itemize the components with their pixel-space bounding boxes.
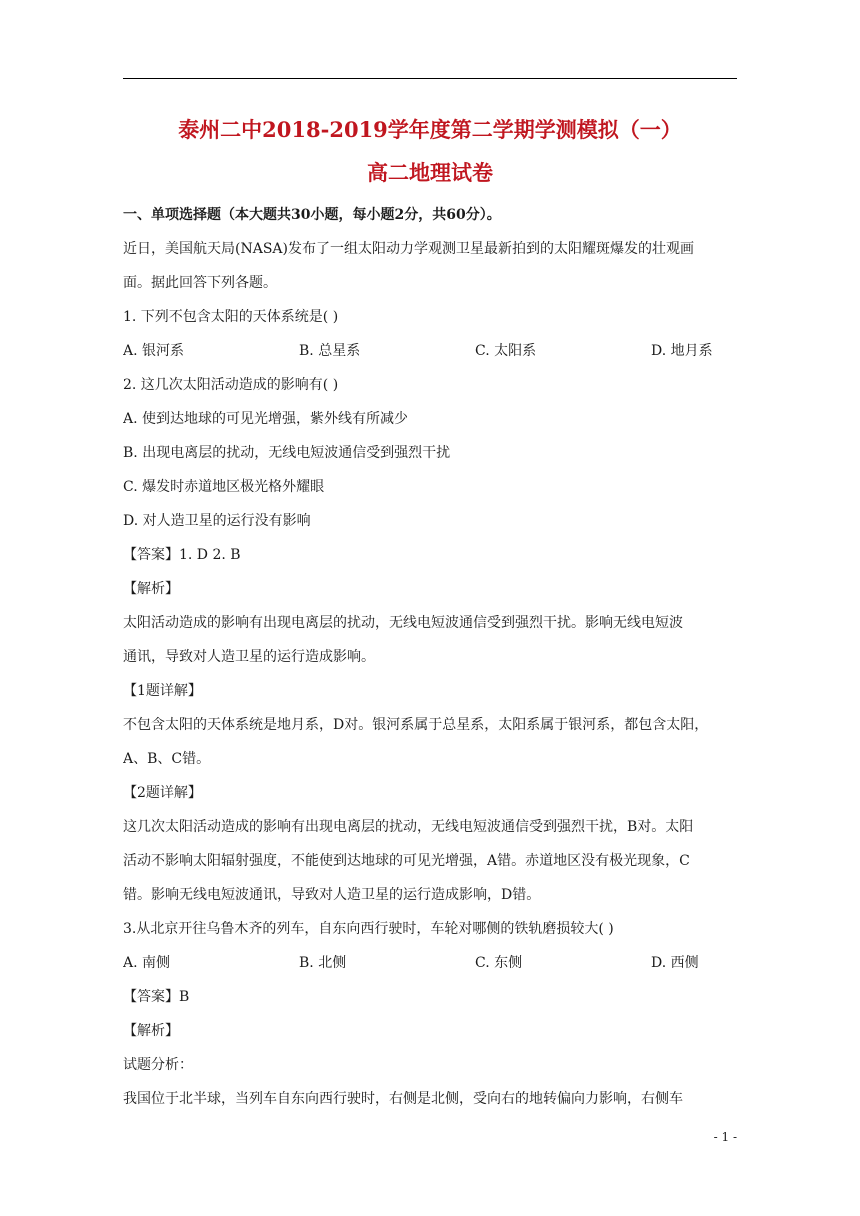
text-line: 活动不影响太阳辐射强度，不能使到达地球的可见光增强，A错。赤道地区没有极光现象，C [123, 853, 690, 869]
text-line: 试题分析： [123, 1057, 193, 1073]
answer-option: C. 太阳系 [475, 343, 537, 359]
text-line: 这几次太阳活动造成的影响有出现电离层的扰动，无线电短波通信受到强烈干扰，B对。太阳 [123, 819, 694, 835]
text-line: A、B、C错。 [123, 751, 211, 767]
text-line: 2. 这几次太阳活动造成的影响有( ) [123, 377, 339, 393]
text-line: D. 对人造卫星的运行没有影响 [123, 513, 311, 529]
answer-option: C. 东侧 [475, 955, 523, 971]
page-number: - 1 - [713, 1130, 737, 1144]
text-line: 1. 下列不包含太阳的天体系统是( ) [123, 309, 339, 325]
text-line: 【1题详解】 [123, 683, 202, 699]
answer-options [123, 334, 737, 368]
text-line: C. 爆发时赤道地区极光格外耀眼 [123, 479, 325, 495]
text-line: 3.从北京开往乌鲁木齐的列车，自东向西行驶时，车轮对哪侧的铁轨磨损较大( ) [123, 921, 614, 937]
text-line: 【解析】 [123, 1023, 179, 1039]
text-line: 太阳活动造成的影响有出现电离层的扰动，无线电短波通信受到强烈干扰。影响无线电短波 [123, 615, 683, 631]
text-line: 【2题详解】 [123, 785, 202, 801]
text-line: 近日，美国航天局(NASA)发布了一组太阳动力学观测卫星最新拍到的太阳耀斑爆发的壮观画 [123, 241, 694, 257]
answer-option: A. 南侧 [123, 955, 171, 971]
answer-option: D. 地月系 [651, 343, 713, 359]
answer-option: D. 西侧 [651, 955, 699, 971]
answer-option: B. 总星系 [299, 343, 361, 359]
header-rule [123, 78, 737, 79]
answer-options [123, 946, 737, 980]
text-line: 面。据此回答下列各题。 [123, 275, 277, 291]
text-line: 错。影响无线电短波通讯，导致对人造卫星的运行造成影响，D错。 [123, 887, 541, 903]
text-line: A. 使到达地球的可见光增强，紫外线有所减少 [123, 411, 409, 427]
text-line: B. 出现电离层的扰动，无线电短波通信受到强烈干扰 [123, 445, 451, 461]
text-line: 【解析】 [123, 581, 179, 597]
document-body [123, 198, 737, 1116]
answer-option: A. 银河系 [123, 343, 185, 359]
text-line: 【答案】1. D 2. B [123, 547, 241, 563]
section-heading: 一、单项选择题（本大题共30小题，每小题2分，共60分）。 [123, 207, 501, 223]
text-line: 【答案】B [123, 989, 190, 1005]
exam-title: 泰州二中2018-2019学年度第二学期学测模拟（一） [178, 117, 682, 142]
text-line: 我国位于北半球，当列车自东向西行驶时，右侧是北侧，受向右的地转偏向力影响，右侧车 [123, 1091, 683, 1107]
text-line: 通讯，导致对人造卫星的运行造成影响。 [123, 649, 375, 665]
answer-option: B. 北侧 [299, 955, 347, 971]
text-line: 不包含太阳的天体系统是地月系，D对。银河系属于总星系，太阳系属于银河系，都包含太阳， [123, 717, 709, 733]
exam-subtitle: 高二地理试卷 [367, 160, 493, 185]
